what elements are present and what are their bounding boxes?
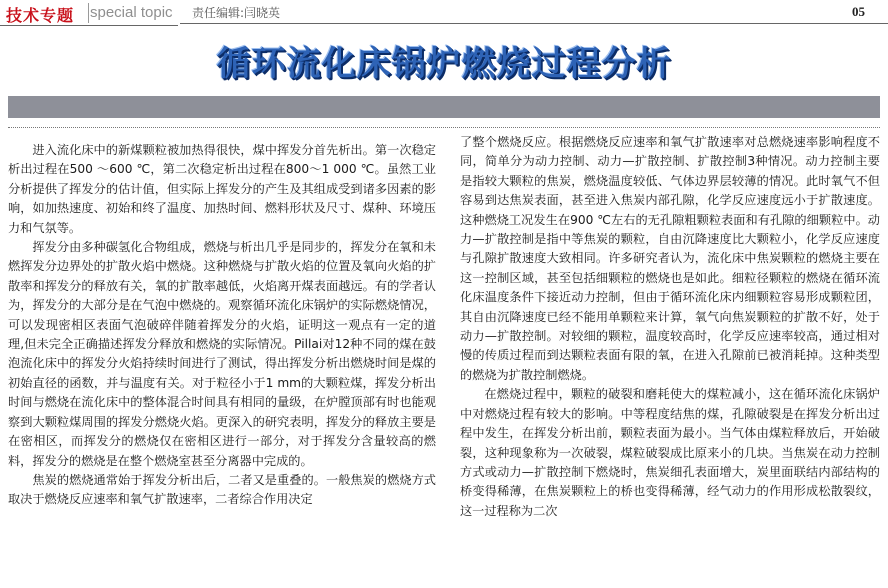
- left-column: [8, 141, 436, 510]
- paragraph: 进入流化床中的新煤颗粒被加热得很快，煤中挥发分首先析出。第一次稳定析出过程在500 ～600 ℃，第二次稳定析出过程在800～1 000 ℃。虽然工业分析提供了挥发分的估计值，但实际上挥发分的产生及其组成受到诸多因素的影响，如加热速度、初始和终了温度、加热时间、燃料形状及尺寸、煤种、环境压力和气氛等。: [8, 143, 436, 235]
- dotted-divider: [8, 127, 880, 128]
- header-rule: [180, 23, 888, 24]
- section-divider: [88, 3, 89, 23]
- header-rule-left: [0, 25, 178, 26]
- paragraph: 挥发分由多种碳氢化合物组成，燃烧与析出几乎是同步的，挥发分在氧和未燃挥发分边界处的扩散火焰中燃烧。这种燃烧与扩散火焰的位置及氧向火焰的扩散率和挥发分的释放有关，氧的扩散率越低，火焰离开煤表面越远。有的学者认为，挥发分的大部分是在气泡中燃烧的。观察循环流化床锅炉的实际燃烧情况，可以发现密相区表面气泡破碎伴随着挥发分的火焰，证明这一观点有一定的道理,但未完全正确描述挥发分释放和燃烧的实际情况。Pillai对12种不同的煤在鼓泡流化床中的挥发分火焰持续时间进行了测试，得出挥发分析出燃烧时间是煤的初始直径的函数，并与温度有关。对于粒径小于1 mm的大颗粒煤，挥发分析出时间与燃烧在流化床中的整体混合时间具有相同的量级，在炉膛顶部有时也能观察到大颗粒煤周围的挥发分燃烧火焰。更深入的研究表明，挥发分的释放主要是在密相区，而挥发分的燃烧仅在密相区进行一部分，对于挥发分含量较高的燃料，挥发分的燃烧是在整个燃烧室甚至分离器中完成的。: [8, 240, 436, 468]
- right-column: [460, 133, 880, 521]
- page-number: 05: [852, 4, 865, 19]
- paragraph: 了整个燃烧反应。根据燃烧反应速率和氧气扩散速率对总燃烧速率影响程度不同，简单分为动力控制、动力—扩散控制、扩散控制3种情况。动力控制主要是指较大颗粒的焦炭，燃烧温度较低、气体边界层较薄的情况。此时氧气不但容易到达焦炭表面，甚至进入焦炭内部孔隙，化学反应速度远小于扩散速度。这种燃烧工况发生在900 ℃左右的无孔隙粗颗粒表面和有孔隙的细颗粒中。动力—扩散控制是指中等焦炭的颗粒，自由沉降速度比大颗粒小，化学反应速度与孔隙扩散速度大致相同。许多研究者认为，流化床中焦炭颗粒的燃烧主要在这一控制区域，甚至包括细颗粒的燃烧也是如此。细粒径颗粒的燃烧在循环流化床温度条件下接近动力控制，但由于循环流化床内细颗粒容易形成颗粒团，其自由沉降速度已经不能用单颗粒来计算，氧气向焦炭颗粒的扩散不好，处于动力—扩散控制。对较细的颗粒，温度较高时，化学反应速率较高，通过相对慢的传质过程而到达颗粒表面有限的氧，在进入孔隙前已被消耗掉。这种类型的燃烧为扩散控制燃烧。: [460, 135, 880, 382]
- section-tag: 技术专题: [6, 6, 75, 25]
- title-banner-bar: [8, 96, 880, 118]
- article-title: 循环流化床锅炉燃烧过程分析: [216, 44, 672, 84]
- editor-credit: 责任编辑:闫晓英: [192, 6, 281, 20]
- section-tag-english: special topic: [90, 4, 173, 21]
- paragraph: 在燃烧过程中，颗粒的破裂和磨耗使大的煤粒减小，这在循环流化床锅炉中对燃烧过程有较大的影响。中等程度结焦的煤，孔隙破裂是在挥发分析出过程中发生，在挥发分析出前，颗粒表面为最小。当气体由煤粒释放后，开始破裂，这种现象称为一次破裂，煤粒破裂成比原来小的几块。当焦炭在动力控制方式或动力—扩散控制下燃烧时，焦炭细孔表面增大，炭里面联结内部结构的桥变得稀薄，在焦炭颗粒上的桥也变得稀薄，经气动力的作用形成松散裂纹，这一过程称为二次: [460, 387, 880, 518]
- paragraph: 焦炭的燃烧通常始于挥发分析出后，二者又是重叠的。一般焦炭的燃烧方式取决于燃烧反应速率和氧气扩散速率，二者综合作用决定: [8, 472, 436, 507]
